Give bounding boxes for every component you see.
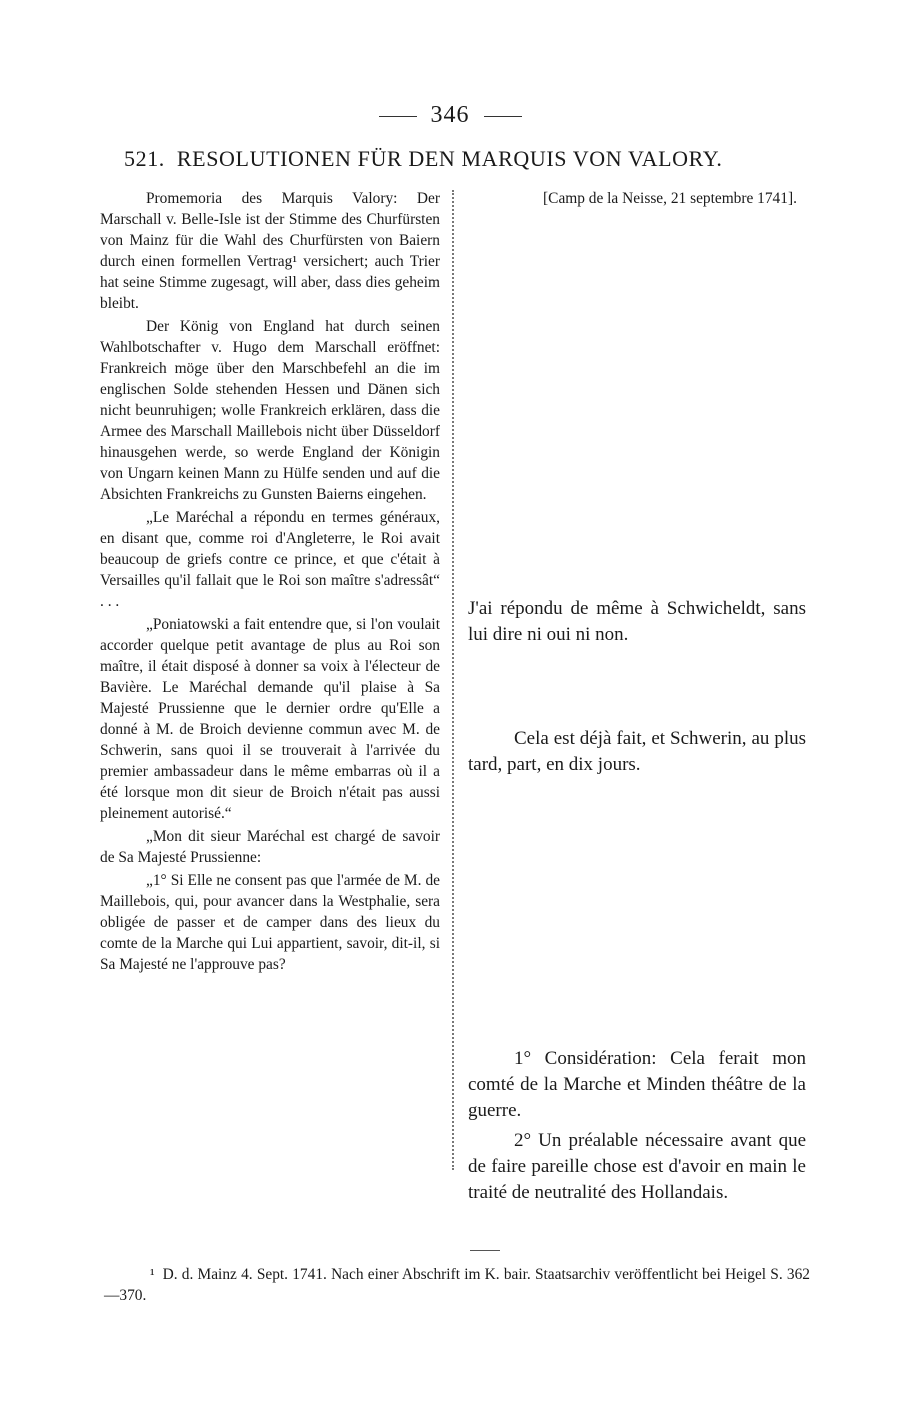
page-number	[0, 102, 900, 129]
right-paragraph-3b: 2° Un préalable nécessaire avant que de faire pareille chose est d'avoir en main le traité de neutralité des Hollandais.	[468, 1130, 806, 1203]
section-number: 521.	[124, 146, 165, 171]
footnote-rule	[470, 1250, 500, 1251]
left-paragraph-3: „Le Maréchal a répondu en termes généraux, en disant que, comme roi d'Angleterre, le Roi avait beaucoup de griefs contre ce prince, et que c'était à Versailles qu'il fallait que le Roi son maître s'adressât“ . . .	[100, 509, 440, 610]
section-title: RESOLUTIONEN FÜR DEN MARQUIS VON VALORY.	[176, 146, 723, 171]
right-block-3	[468, 1046, 806, 1210]
footnote-text: D. d. Mainz 4. Sept. 1741. Nach einer Abschrift im K. bair. Staatsarchiv veröffentlicht bei Heigel S. 362—370.	[104, 1266, 810, 1304]
page-number-dash-left	[379, 116, 417, 117]
right-paragraph-1: J'ai répondu de même à Schwicheldt, sans lui dire ni oui ni non.	[468, 598, 806, 645]
left-paragraph-5: „Mon dit sieur Maréchal est chargé de savoir de Sa Majesté Prussienne:	[100, 828, 440, 866]
right-paragraph-3a: 1° Considération: Cela ferait mon comté de la Marche et Minden théâtre de la guerre.	[468, 1048, 806, 1121]
right-block-2	[468, 726, 806, 782]
left-paragraph-6: „1° Si Elle ne consent pas que l'armée de M. de Maillebois, qui, pour avancer dans la Westphalie, sera obligée de passer et de camper dans des lieux du comte de la Marche qui Lui appartient, savoir, dit-il, si Sa Majesté ne l'approuve pas?	[100, 872, 440, 973]
left-paragraph-2: Der König von England hat durch seinen Wahlbotschafter v. Hugo dem Marschall eröffnet: Frankreich möge über den Marschbefehl an die im englischen Solde stehenden Hessen und Dänen sich nicht beunruhigen; wolle Frankreich erklären, dass die Armee des Marschall Maillebois nicht über Düsseldorf hinausgehen werde, so werde England der Königin von Ungarn keinen Mann zu Hülfe senden und auf die Absichten Frankreichs zu Gunsten Baierns eingehen.	[100, 318, 440, 503]
left-paragraph-1: Promemoria des Marquis Valory: Der Marschall v. Belle-Isle ist der Stimme des Churfürsten von Mainz für die Wahl des Churfürsten von Baiern durch einen formellen Vertrag¹ versichert; auch Trier hat seine Stimme zugesagt, will aber, dass dies geheim bleibt.	[100, 190, 440, 312]
left-column	[100, 188, 440, 977]
footnote-mark: ¹	[150, 1266, 155, 1283]
date-note: [Camp de la Neisse, 21 septembre 1741].	[543, 190, 797, 207]
page-number-dash-right	[484, 116, 522, 117]
right-block-1	[468, 596, 806, 652]
section-heading	[124, 146, 784, 172]
page-number-text: 346	[430, 102, 470, 128]
footnote	[104, 1264, 810, 1306]
right-paragraph-2: Cela est déjà fait, et Schwerin, au plus tard, part, en dix jours.	[468, 728, 806, 775]
column-divider	[452, 190, 454, 1170]
left-paragraph-4: „Poniatowski a fait entendre que, si l'on voulait accorder quelque petit avantage de plus au Roi son maître, il était disposé à donner sa voix à l'électeur de Bavière. Le Maréchal demande qu'il plaise à Sa Majesté Prussienne que le dernier ordre qu'Elle a donné à M. de Broich devienne commun avec M. de Schwerin, sans quoi il se trouverait à l'arrivée du premier ambassadeur dans le même embarras où il a été lorsque mon dit sieur de Broich n'était pas aussi pleinement autorisé.“	[100, 616, 440, 822]
